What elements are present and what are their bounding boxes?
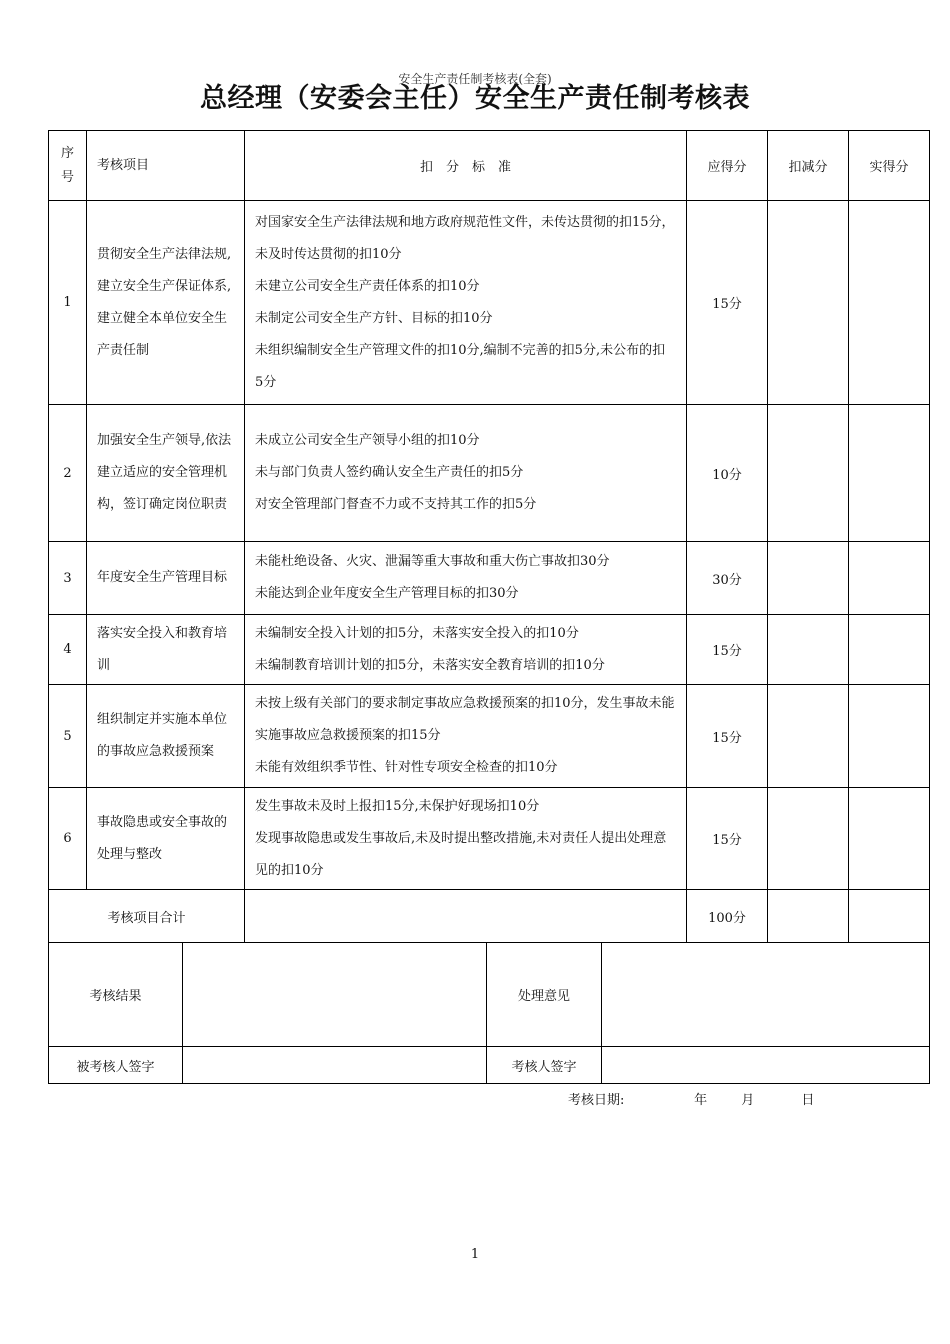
signature-row [49, 1047, 930, 1084]
row-actual-cell[interactable] [849, 615, 930, 685]
row-actual-cell[interactable] [849, 788, 930, 890]
row-deduct-cell[interactable] [768, 685, 849, 788]
table-row [49, 201, 930, 405]
standard-line: 未能达到企业年度安全生产管理目标的扣30分 [255, 586, 519, 601]
row-actual-cell[interactable] [849, 405, 930, 542]
header-no: 序号 [49, 131, 87, 201]
row-due: 30分 [687, 542, 768, 615]
row-standard [245, 542, 687, 615]
standard-line: 未编制教育培训计划的扣5分，未落实安全教育培训的扣10分 [255, 657, 605, 673]
header-standard: 扣 分 标 准 [245, 131, 687, 201]
standard-line: 未制定公司安全生产方针、目标的扣10分 [255, 310, 493, 326]
assessee-sign-field[interactable] [183, 1047, 487, 1084]
row-due: 15分 [687, 201, 768, 405]
row-deduct-cell[interactable] [768, 405, 849, 542]
standard-line: 发生事故未及时上报扣15分,未保护好现场扣10分 [255, 798, 540, 814]
row-no: 2 [49, 405, 87, 542]
result-label: 考核结果 [49, 943, 183, 1047]
result-row [49, 943, 930, 1047]
row-due: 15分 [687, 685, 768, 788]
standard-line: 未能有效组织季节性、针对性专项安全检查的扣10分 [255, 760, 558, 775]
row-item: 落实安全投入和教育培训 [87, 615, 245, 685]
header-deduct: 扣减分 [768, 131, 849, 201]
table-row [49, 542, 930, 615]
assessor-sign-field[interactable] [602, 1047, 930, 1084]
total-label: 考核项目合计 [49, 890, 245, 943]
standard-line: 对安全管理部门督查不力或不支持其工作的扣5分 [255, 497, 537, 512]
row-standard [245, 788, 687, 890]
total-row [49, 890, 930, 943]
standard-line: 5分 [255, 374, 277, 390]
date-day: 日 [801, 1093, 815, 1108]
standard-line: 实施事故应急救援预案的扣15分 [255, 728, 441, 743]
signoff-table [48, 942, 930, 1084]
row-no: 1 [49, 201, 87, 405]
assessee-sign-label: 被考核人签字 [49, 1047, 183, 1084]
page-number: 1 [470, 1247, 480, 1262]
standard-line: 发现事故隐患或发生事故后,未及时提出整改措施,未对责任人提出处理意 [255, 830, 667, 846]
standard-line: 对国家安全生产法律法规和地方政府规范性文件，未传达贯彻的扣15分， [255, 214, 675, 230]
standard-line: 未与部门负责人签约确认安全生产责任的扣5分 [255, 465, 524, 480]
table-row [49, 788, 930, 890]
date-month: 月 [741, 1093, 755, 1108]
row-item: 年度安全生产管理目标 [87, 542, 245, 615]
total-due: 100分 [687, 890, 768, 943]
row-standard [245, 685, 687, 788]
row-due: 15分 [687, 615, 768, 685]
opinion-field[interactable] [602, 943, 930, 1047]
row-actual-cell[interactable] [849, 201, 930, 405]
row-item: 事故隐患或安全事故的处理与整改 [87, 788, 245, 890]
row-due: 15分 [687, 788, 768, 890]
row-no: 4 [49, 615, 87, 685]
row-deduct-cell[interactable] [768, 542, 849, 615]
table-header-row [49, 131, 930, 201]
header-item: 考核项目 [87, 131, 245, 201]
row-item: 加强安全生产领导,依法建立适应的安全管理机构，签订确定岗位职责 [87, 405, 245, 542]
header-due: 应得分 [687, 131, 768, 201]
table-row [49, 405, 930, 542]
row-no: 5 [49, 685, 87, 788]
row-actual-cell[interactable] [849, 685, 930, 788]
total-actual-cell[interactable] [849, 890, 930, 943]
total-standard-cell [245, 890, 687, 943]
standard-line: 见的扣10分 [255, 862, 324, 878]
row-deduct-cell[interactable] [768, 615, 849, 685]
row-standard [245, 405, 687, 542]
total-deduct-cell[interactable] [768, 890, 849, 943]
result-field[interactable] [183, 943, 487, 1047]
row-no: 6 [49, 788, 87, 890]
date-year: 年 [694, 1093, 708, 1108]
standard-line: 未及时传达贯彻的扣10分 [255, 246, 402, 262]
row-deduct-cell[interactable] [768, 201, 849, 405]
row-actual-cell[interactable] [849, 542, 930, 615]
standard-line: 未按上级有关部门的要求制定事故应急救援预案的扣10分，发生事故未能 [255, 696, 675, 711]
row-standard [245, 201, 687, 405]
header-note: 安全生产责任制考核表(全套) [398, 72, 552, 86]
date-label: 考核日期: [568, 1093, 625, 1108]
assessment-date [568, 1089, 814, 1108]
row-standard [245, 615, 687, 685]
row-item: 贯彻安全生产法律法规,建立安全生产保证体系,建立健全本单位安全生产责任制 [87, 201, 245, 405]
header-actual: 实得分 [849, 131, 930, 201]
standard-line: 未成立公司安全生产领导小组的扣10分 [255, 433, 480, 448]
standard-line: 未编制安全投入计划的扣5分，未落实安全投入的扣10分 [255, 625, 579, 641]
standard-line: 未组织编制安全生产管理文件的扣10分,编制不完善的扣5分,未公布的扣 [255, 342, 666, 358]
row-item: 组织制定并实施本单位的事故应急救援预案 [87, 685, 245, 788]
table-row [49, 615, 930, 685]
row-no: 3 [49, 542, 87, 615]
assessment-table [48, 130, 930, 943]
opinion-label: 处理意见 [487, 943, 602, 1047]
standard-line: 未建立公司安全生产责任体系的扣10分 [255, 278, 480, 294]
table-row [49, 685, 930, 788]
standard-line: 未能杜绝设备、火灾、泄漏等重大事故和重大伤亡事故扣30分 [255, 554, 610, 569]
row-deduct-cell[interactable] [768, 788, 849, 890]
page-title: 总经理（安委会主任）安全生产责任制考核表 [200, 83, 750, 114]
assessor-sign-label: 考核人签字 [487, 1047, 602, 1084]
row-due: 10分 [687, 405, 768, 542]
